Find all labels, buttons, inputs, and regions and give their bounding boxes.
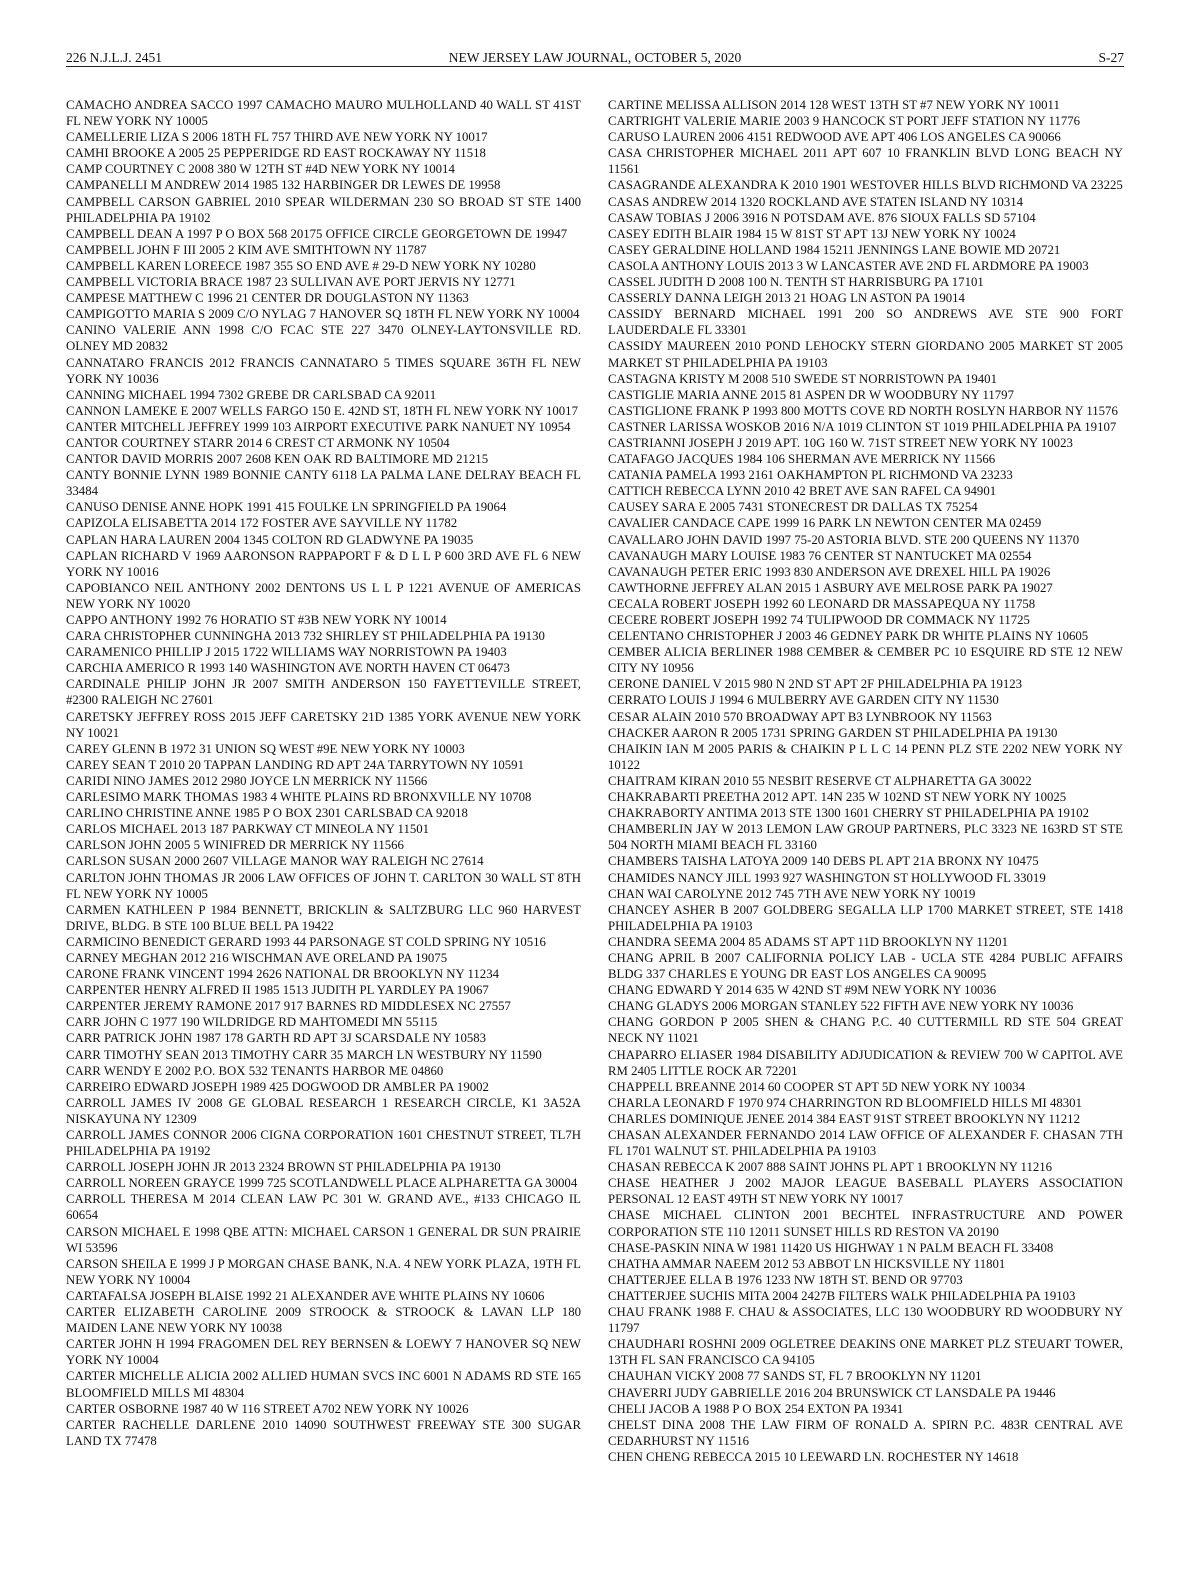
- directory-entry: CARA CHRISTOPHER CUNNINGHA 2013 732 SHIRLEY ST PHILADELPHIA PA 19130: [66, 629, 545, 644]
- directory-entry: CHAVERRI JUDY GABRIELLE 2016 204 BRUNSWICK CT LANSDALE PA 19446: [608, 1385, 1056, 1400]
- directory-entry: CAVANAUGH MARY LOUISE 1983 76 CENTER ST NANTUCKET MA 02554: [608, 548, 1032, 563]
- page-citation: 226 N.J.L.J. 2451: [66, 50, 163, 65]
- directory-entry: CHASE-PASKIN NINA W 1981 11420 US HIGHWAY 1 N PALM BEACH FL 33408: [608, 1240, 1054, 1255]
- directory-entry: CAMPBELL KAREN LOREECE 1987 355 SO END AVE # 29-D NEW YORK NY 10280: [66, 258, 536, 273]
- directory-entry: CAVALIER CANDACE CAPE 1999 16 PARK LN NEWTON CENTER MA 02459: [608, 516, 1042, 531]
- directory-entry: CAPLAN RICHARD V 1969 AARONSON RAPPAPORT F & D L L P 600 3RD AVE FL 6 NEW YORK NY 10016: [66, 548, 581, 579]
- directory-entry: CASA CHRISTOPHER MICHAEL 2011 APT 607 10 FRANKLIN BLVD LONG BEACH NY 11561: [608, 146, 1123, 177]
- directory-entry: CARREIRO EDWARD JOSEPH 1989 425 DOGWOOD DR AMBLER PA 19002: [66, 1079, 489, 1094]
- directory-entry: CARLTON JOHN THOMAS JR 2006 LAW OFFICES OF JOHN T. CARLTON 30 WALL ST 8TH FL NEW YORK NY 10005: [66, 870, 581, 901]
- directory-entry: CHAPARRO ELIASER 1984 DISABILITY ADJUDICATION & REVIEW 700 W CAPITOL AVE RM 2405 LITTLE ROCK AR 72201: [608, 1047, 1123, 1078]
- directory-entry: CAMPIGOTTO MARIA S 2009 C/O NYLAG 7 HANOVER SQ 18TH FL NEW YORK NY 10004: [66, 307, 580, 322]
- directory-entry: CARROLL JAMES CONNOR 2006 CIGNA CORPORATION 1601 CHESTNUT STREET, TL7H PHILADELPHIA PA 19192: [66, 1128, 581, 1159]
- header-rule: [66, 66, 1124, 67]
- directory-entry: CAPIZOLA ELISABETTA 2014 172 FOSTER AVE SAYVILLE NY 11782: [66, 516, 458, 531]
- directory-entry: CHATHA AMMAR NAEEM 2012 53 ABBOT LN HICKSVILLE NY 11801: [608, 1256, 1006, 1271]
- directory-entry: CAMELLERIE LIZA S 2006 18TH FL 757 THIRD AVE NEW YORK NY 10017: [66, 130, 488, 145]
- directory-entry: CHATTERJEE SUCHIS MITA 2004 2427B FILTERS WALK PHILADELPHIA PA 19103: [608, 1288, 1076, 1303]
- directory-entry: CARTRIGHT VALERIE MARIE 2003 9 HANCOCK ST PORT JEFF STATION NY 11776: [608, 114, 1081, 129]
- page-header: [66, 46, 1124, 66]
- directory-entry: CAMPBELL DEAN A 1997 P O BOX 568 20175 OFFICE CIRCLE GEORGETOWN DE 19947: [66, 226, 568, 241]
- directory-entry: CAPPO ANTHONY 1992 76 HORATIO ST #3B NEW YORK NY 10014: [66, 613, 447, 627]
- directory-entry: CARROLL JAMES IV 2008 GE GLOBAL RESEARCH 1 RESEARCH CIRCLE, K1 3A52A NISKAYUNA NY 12309: [66, 1095, 581, 1126]
- directory-entry: CHACKER AARON R 2005 1731 SPRING GARDEN ST PHILADELPHIA PA 19130: [608, 725, 1058, 740]
- directory-entry: CATAFAGO JACQUES 1984 106 SHERMAN AVE MERRICK NY 11566: [608, 452, 996, 467]
- page-number: S-27: [1098, 50, 1124, 65]
- directory-entry: CHATTERJEE ELLA B 1976 1233 NW 18TH ST. BEND OR 97703: [608, 1272, 963, 1287]
- directory-entry: CANUSO DENISE ANNE HOPK 1991 415 FOULKE LN SPRINGFIELD PA 19064: [66, 500, 507, 515]
- directory-entry: CANINO VALERIE ANN 1998 C/O FCAC STE 227 3470 OLNEY-LAYTONSVILLE RD. OLNEY MD 20832: [66, 323, 581, 354]
- directory-entry: CHANCEY ASHER B 2007 GOLDBERG SEGALLA LLP 1700 MARKET STREET, STE 1418 PHILADELPHIA PA 19103: [608, 902, 1123, 933]
- directory-entry: CASTRIANNI JOSEPH J 2019 APT. 10G 160 W. 71ST STREET NEW YORK NY 10023: [608, 435, 1073, 450]
- directory-entry: CAPLAN HARA LAUREN 2004 1345 COLTON RD GLADWYNE PA 19035: [66, 532, 474, 547]
- directory-entry: CHANDRA SEEMA 2004 85 ADAMS ST APT 11D BROOKLYN NY 11201: [608, 934, 1008, 949]
- directory-entry: CAMPBELL JOHN F III 2005 2 KIM AVE SMITHTOWN NY 11787: [66, 242, 427, 257]
- directory-entry: CASTIGLIONE FRANK P 1993 800 MOTTS COVE RD NORTH ROSLYN HARBOR NY 11576: [608, 403, 1118, 418]
- directory-entry: CANNING MICHAEL 1994 7302 GREBE DR CARLSBAD CA 92011: [66, 387, 437, 402]
- directory-entry: CASSERLY DANNA LEIGH 2013 21 HOAG LN ASTON PA 19014: [608, 291, 965, 306]
- directory-entry: CARPENTER HENRY ALFRED II 1985 1513 JUDITH PL YARDLEY PA 19067: [66, 983, 489, 998]
- directory-entry: CERRATO LOUIS J 1994 6 MULBERRY AVE GARDEN CITY NY 11530: [608, 693, 999, 708]
- directory-entry: CARLINO CHRISTINE ANNE 1985 P O BOX 2301 CARLSBAD CA 92018: [66, 806, 468, 821]
- directory-entry: CAVALLARO JOHN DAVID 1997 75-20 ASTORIA BLVD. STE 200 QUEENS NY 11370: [608, 532, 1080, 547]
- directory-entry: CHARLES DOMINIQUE JENEE 2014 384 EAST 91ST STREET BROOKLYN NY 11212: [608, 1111, 1080, 1126]
- directory-entry: CANTER MITCHELL JEFFREY 1999 103 AIRPORT EXECUTIVE PARK NANUET NY 10954: [66, 419, 571, 434]
- directory-entry: CASAW TOBIAS J 2006 3916 N POTSDAM AVE. 876 SIOUX FALLS SD 57104: [608, 210, 1036, 225]
- directory-entry: CARMICINO BENEDICT GERARD 1993 44 PARSONAGE ST COLD SPRING NY 10516: [66, 934, 546, 949]
- directory-entry: CASSIDY BERNARD MICHAEL 1991 200 SO ANDREWS AVE STE 900 FORT LAUDERDALE FL 33301: [608, 307, 1123, 338]
- directory-entry: CARAMENICO PHILLIP J 2015 1722 WILLIAMS WAY NORRISTOWN PA 19403: [66, 645, 507, 660]
- directory-entry: CASAGRANDE ALEXANDRA K 2010 1901 WESTOVER HILLS BLVD RICHMOND VA 23225: [608, 178, 1123, 193]
- directory-entry: CAVANAUGH PETER ERIC 1993 830 ANDERSON AVE DREXEL HILL PA 19026: [608, 564, 1051, 579]
- directory-entry: CAPOBIANCO NEIL ANTHONY 2002 DENTONS US L L P 1221 AVENUE OF AMERICAS NEW YORK NY 10020: [66, 580, 581, 611]
- directory-entry: CASTAGNA KRISTY M 2008 510 SWEDE ST NORRISTOWN PA 19401: [608, 371, 997, 386]
- directory-entry: CECALA ROBERT JOSEPH 1992 60 LEONARD DR MASSAPEQUA NY 11758: [608, 596, 1036, 611]
- directory-entry: CANTOR DAVID MORRIS 2007 2608 KEN OAK RD BALTIMORE MD 21215: [66, 452, 489, 467]
- directory-entry: CHAITRAM KIRAN 2010 55 NESBIT RESERVE CT ALPHARETTA GA 30022: [608, 773, 1032, 788]
- directory-entry: CAMPESE MATTHEW C 1996 21 CENTER DR DOUGLASTON NY 11363: [66, 291, 469, 306]
- directory-entry: CARLOS MICHAEL 2013 187 PARKWAY CT MINEOLA NY 11501: [66, 822, 430, 837]
- directory-entry: CERONE DANIEL V 2015 980 N 2ND ST APT 2F PHILADELPHIA PA 19123: [608, 677, 1023, 692]
- directory-entry: CHAKRABARTI PREETHA 2012 APT. 14N 235 W 102ND ST NEW YORK NY 10025: [608, 790, 1067, 805]
- directory-entry: CAMACHO ANDREA SACCO 1997 CAMACHO MAURO MULHOLLAND 40 WALL ST 41ST FL NEW YORK NY 10005: [66, 98, 581, 129]
- directory-entry: CARNEY MEGHAN 2012 216 WISCHMAN AVE ORELAND PA 19075: [66, 950, 448, 965]
- directory-entry: CAMPANELLI M ANDREW 2014 1985 132 HARBINGER DR LEWES DE 19958: [66, 178, 501, 193]
- directory-entry: CHAU FRANK 1988 F. CHAU & ASSOCIATES, LLC 130 WOODBURY RD WOODBURY NY 11797: [608, 1305, 1123, 1336]
- directory-entry: CARTER MICHELLE ALICIA 2002 ALLIED HUMAN SVCS INC 6001 N ADAMS RD STE 165 BLOOMFIELD MILLS MI 48304: [66, 1369, 581, 1400]
- directory-entry: CASTNER LARISSA WOSKOB 2016 N/A 1019 CLINTON ST 1019 PHILADELPHIA PA 19107: [608, 419, 1117, 434]
- directory-entry: CASOLA ANTHONY LOUIS 2013 3 W LANCASTER AVE 2ND FL ARDMORE PA 19003: [608, 258, 1089, 273]
- directory-entry: CANNON LAMEKE E 2007 WELLS FARGO 150 E. 42ND ST, 18TH FL NEW YORK NY 10017: [66, 403, 578, 418]
- directory-entry: CARR WENDY E 2002 P.O. BOX 532 TENANTS HARBOR ME 04860: [66, 1063, 444, 1078]
- directory-entry: CARTER JOHN H 1994 FRAGOMEN DEL REY BERNSEN & LOEWY 7 HANOVER SQ NEW YORK NY 10004: [66, 1337, 581, 1368]
- directory-entry: CHAUDHARI ROSHNI 2009 OGLETREE DEAKINS ONE MARKET PLZ STEUART TOWER, 13TH FL SAN FRANCISCO CA 94105: [608, 1337, 1123, 1368]
- directory-entry: CARMEN KATHLEEN P 1984 BENNETT, BRICKLIN & SALTZBURG LLC 960 HARVEST DRIVE, BLDG. B STE 100 BLUE BELL PA 19422: [66, 902, 581, 933]
- directory-entry: CHELI JACOB A 1988 P O BOX 254 EXTON PA 19341: [608, 1401, 904, 1416]
- directory-entry: CARROLL NOREEN GRAYCE 1999 725 SCOTLANDWELL PLACE ALPHARETTA GA 30004: [66, 1176, 578, 1191]
- directory-entry: CARCHIA AMERICO R 1993 140 WASHINGTON AVE NORTH HAVEN CT 06473: [66, 661, 510, 676]
- directory-entry: CECERE ROBERT JOSEPH 1992 74 TULIPWOOD DR COMMACK NY 11725: [608, 613, 1030, 627]
- directory-entry: CARTAFALSA JOSEPH BLAISE 1992 21 ALEXANDER AVE WHITE PLAINS NY 10606: [66, 1288, 545, 1303]
- directory-entry: CARETSKY JEFFREY ROSS 2015 JEFF CARETSKY 21D 1385 YORK AVENUE NEW YORK NY 10021: [66, 709, 581, 740]
- directory-entry: CHARLA LEONARD F 1970 974 CHARRINGTON RD BLOOMFIELD HILLS MI 48301: [608, 1095, 1082, 1110]
- directory-entry: CHEN CHENG REBECCA 2015 10 LEEWARD LN. ROCHESTER NY 14618: [608, 1449, 1019, 1464]
- directory-entry: CARIDI NINO JAMES 2012 2980 JOYCE LN MERRICK NY 11566: [66, 773, 428, 788]
- directory-entry: CARLSON JOHN 2005 5 WINIFRED DR MERRICK NY 11566: [66, 838, 404, 853]
- publication-title: NEW JERSEY LAW JOURNAL, OCTOBER 5, 2020: [448, 50, 742, 65]
- directory-entry: CARUSO LAUREN 2006 4151 REDWOOD AVE APT 406 LOS ANGELES CA 90066: [608, 130, 1061, 145]
- directory-entry: CHAMBERS TAISHA LATOYA 2009 140 DEBS PL APT 21A BRONX NY 10475: [608, 854, 1039, 869]
- directory-entry: CHASAN REBECCA K 2007 888 SAINT JOHNS PL APT 1 BROOKLYN NY 11216: [608, 1160, 1053, 1175]
- directory-entry: CEMBER ALICIA BERLINER 1988 CEMBER & CEMBER PC 10 ESQUIRE RD STE 12 NEW CITY NY 10956: [608, 645, 1123, 676]
- directory-entry: CHAUHAN VICKY 2008 77 SANDS ST, FL 7 BROOKLYN NY 11201: [608, 1369, 982, 1384]
- directory-entry: CAREY GLENN B 1972 31 UNION SQ WEST #9E NEW YORK NY 10003: [66, 741, 465, 756]
- directory-entry: CARROLL JOSEPH JOHN JR 2013 2324 BROWN ST PHILADELPHIA PA 19130: [66, 1160, 501, 1175]
- directory-entry: CASAS ANDREW 2014 1320 ROCKLAND AVE STATEN ISLAND NY 10314: [608, 194, 1024, 209]
- directory-entry: CAMPBELL CARSON GABRIEL 2010 SPEAR WILDERMAN 230 SO BROAD ST STE 1400 PHILADELPHIA PA 19102: [66, 194, 581, 225]
- directory-entry: CHANG GLADYS 2006 MORGAN STANLEY 522 FIFTH AVE NEW YORK NY 10036: [608, 999, 1074, 1014]
- directory-entry: CHASE MICHAEL CLINTON 2001 BECHTEL INFRASTRUCTURE AND POWER CORPORATION STE 110 12011 SUNSET HILLS RD RESTON VA 20190: [608, 1208, 1123, 1239]
- directory-entry: CHASAN ALEXANDER FERNANDO 2014 LAW OFFICE OF ALEXANDER F. CHASAN 7TH FL 1701 WALNUT ST. PHILADELPHIA PA 19103: [608, 1128, 1123, 1159]
- directory-entry: CARSON MICHAEL E 1998 QBE ATTN: MICHAEL CARSON 1 GENERAL DR SUN PRAIRIE WI 53596: [66, 1224, 581, 1255]
- directory-entry: CATANIA PAMELA 1993 2161 OAKHAMPTON PL RICHMOND VA 23233: [608, 468, 1013, 483]
- directory-entry: CAMPBELL VICTORIA BRACE 1987 23 SULLIVAN AVE PORT JERVIS NY 12771: [66, 275, 516, 290]
- directory-entry: CASEY EDITH BLAIR 1984 15 W 81ST ST APT 13J NEW YORK NY 10024: [608, 226, 1016, 241]
- directory-entry: CARLSON SUSAN 2000 2607 VILLAGE MANOR WAY RALEIGH NC 27614: [66, 854, 484, 869]
- directory-entry: CANNATARO FRANCIS 2012 FRANCIS CANNATARO 5 TIMES SQUARE 36TH FL NEW YORK NY 10036: [66, 355, 581, 386]
- directory-entry: CHANG EDWARD Y 2014 635 W 42ND ST #9M NEW YORK NY 10036: [608, 983, 997, 998]
- directory-entry: CESAR ALAIN 2010 570 BROADWAY APT B3 LYNBROOK NY 11563: [608, 709, 992, 724]
- directory-entry: CARR TIMOTHY SEAN 2013 TIMOTHY CARR 35 MARCH LN WESTBURY NY 11590: [66, 1047, 542, 1062]
- directory-entry: CATTICH REBECCA LYNN 2010 42 BRET AVE SAN RAFEL CA 94901: [608, 484, 997, 499]
- directory-entry: CHAMIDES NANCY JILL 1993 927 WASHINGTON ST HOLLYWOOD FL 33019: [608, 870, 1046, 885]
- directory-entry: CASSIDY MAUREEN 2010 POND LEHOCKY STERN GIORDANO 2005 MARKET ST 2005 MARKET ST PHILADELPHIA PA 19103: [608, 339, 1123, 370]
- directory-entry: CHAIKIN IAN M 2005 PARIS & CHAIKIN P L L C 14 PENN PLZ STE 2202 NEW YORK NY 10122: [608, 741, 1123, 772]
- directory-entry: CARDINALE PHILIP JOHN JR 2007 SMITH ANDERSON 150 FAYETTEVILLE STREET, #2300 RALEIGH NC 27601: [66, 677, 581, 708]
- directory-entry: CARR PATRICK JOHN 1987 178 GARTH RD APT 3J SCARSDALE NY 10583: [66, 1031, 487, 1046]
- directory-entry: CASEY GERALDINE HOLLAND 1984 15211 JENNINGS LANE BOWIE MD 20721: [608, 242, 1061, 257]
- directory-entry: CAWTHORNE JEFFREY ALAN 2015 1 ASBURY AVE MELROSE PARK PA 19027: [608, 580, 1053, 595]
- directory-entry: CAREY SEAN T 2010 20 TAPPAN LANDING RD APT 24A TARRYTOWN NY 10591: [66, 757, 524, 772]
- directory-entry: CARPENTER JEREMY RAMONE 2017 917 BARNES RD MIDDLESEX NC 27557: [66, 999, 511, 1014]
- directory-entry: CHASE HEATHER J 2002 MAJOR LEAGUE BASEBALL PLAYERS ASSOCIATION PERSONAL 12 EAST 49TH ST NEW YORK NY 10017: [608, 1176, 1123, 1207]
- directory-entry: CARLESIMO MARK THOMAS 1983 4 WHITE PLAINS RD BRONXVILLE NY 10708: [66, 790, 532, 805]
- directory-entry: CHAN WAI CAROLYNE 2012 745 7TH AVE NEW YORK NY 10019: [608, 886, 976, 901]
- directory-entry: CARSON SHEILA E 1999 J P MORGAN CHASE BANK, N.A. 4 NEW YORK PLAZA, 19TH FL NEW YORK NY 10004: [66, 1256, 581, 1287]
- directory-entry: CHANG GORDON P 2005 SHEN & CHANG P.C. 40 CUTTERMILL RD STE 504 GREAT NECK NY 11021: [608, 1015, 1123, 1046]
- directory-entry: CARTER OSBORNE 1987 40 W 116 STREET A702 NEW YORK NY 10026: [66, 1401, 469, 1416]
- directory-entry: CHAPPELL BREANNE 2014 60 COOPER ST APT 5D NEW YORK NY 10034: [608, 1079, 1025, 1094]
- directory-entry: CASSEL JUDITH D 2008 100 N. TENTH ST HARRISBURG PA 17101: [608, 275, 984, 290]
- directory-entry: CARR JOHN C 1977 190 WILDRIDGE RD MAHTOMEDI MN 55115: [66, 1015, 438, 1030]
- directory-entry: CANTY BONNIE LYNN 1989 BONNIE CANTY 6118 LA PALMA LANE DELRAY BEACH FL 33484: [66, 468, 581, 499]
- directory-entry: CARONE FRANK VINCENT 1994 2626 NATIONAL DR BROOKLYN NY 11234: [66, 967, 499, 982]
- left-column: [66, 97, 581, 1449]
- right-column: [608, 97, 1123, 1465]
- directory-entry: CAUSEY SARA E 2005 7431 STONECREST DR DALLAS TX 75254: [608, 500, 978, 515]
- directory-entry: CARTER ELIZABETH CAROLINE 2009 STROOCK & STROOCK & LAVAN LLP 180 MAIDEN LANE NEW YORK NY 10038: [66, 1305, 581, 1336]
- directory-entry: CAMHI BROOKE A 2005 25 PEPPERIDGE RD EAST ROCKAWAY NY 11518: [66, 146, 486, 161]
- directory-entry: CANTOR COURTNEY STARR 2014 6 CREST CT ARMONK NY 10504: [66, 435, 450, 450]
- directory-entry: CHELST DINA 2008 THE LAW FIRM OF RONALD A. SPIRN P.C. 483R CENTRAL AVE CEDARHURST NY 11516: [608, 1417, 1123, 1448]
- directory-entry: CHAKRABORTY ANTIMA 2013 STE 1300 1601 CHERRY ST PHILADELPHIA PA 19102: [608, 806, 1090, 821]
- directory-entry: CAMP COURTNEY C 2008 380 W 12TH ST #4D NEW YORK NY 10014: [66, 162, 455, 177]
- directory-entry: CARTINE MELISSA ALLISON 2014 128 WEST 13TH ST #7 NEW YORK NY 10011: [608, 98, 1060, 112]
- directory-entry: CARROLL THERESA M 2014 CLEAN LAW PC 301 W. GRAND AVE., #133 CHICAGO IL 60654: [66, 1192, 581, 1223]
- directory-entry: CHAMBERLIN JAY W 2013 LEMON LAW GROUP PARTNERS, PLC 3323 NE 163RD ST STE 504 NORTH MIAMI BEACH FL 33160: [608, 822, 1123, 853]
- directory-entry: CELENTANO CHRISTOPHER J 2003 46 GEDNEY PARK DR WHITE PLAINS NY 10605: [608, 629, 1089, 644]
- directory-entry: CASTIGLIE MARIA ANNE 2015 81 ASPEN DR W WOODBURY NY 11797: [608, 387, 1014, 402]
- directory-entry: CARTER RACHELLE DARLENE 2010 14090 SOUTHWEST FREEWAY STE 300 SUGAR LAND TX 77478: [66, 1417, 581, 1448]
- directory-entry: CHANG APRIL B 2007 CALIFORNIA POLICY LAB - UCLA STE 4284 PUBLIC AFFAIRS BLDG 337 CHARLES E YOUNG DR EAST LOS ANGELES CA 90095: [608, 950, 1123, 982]
